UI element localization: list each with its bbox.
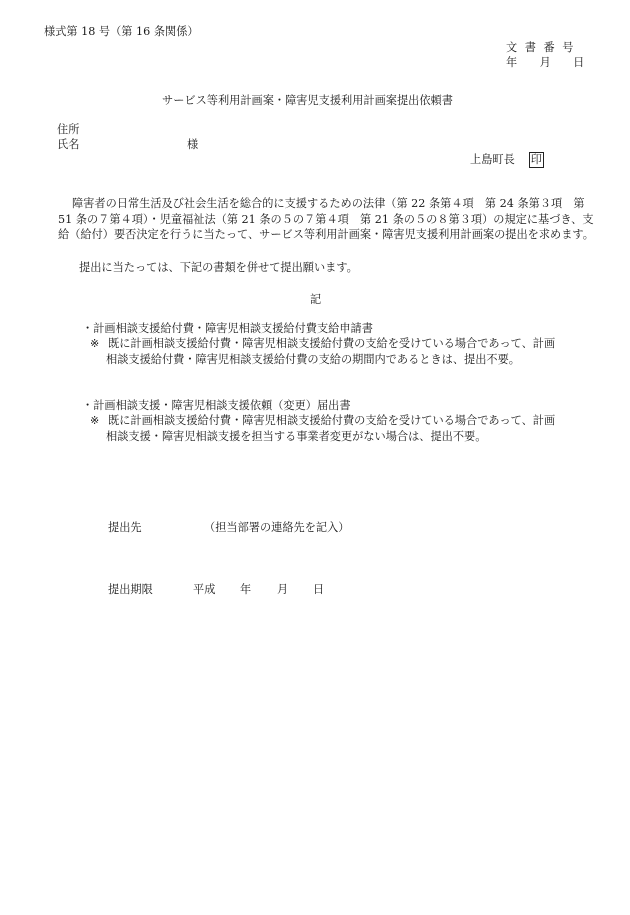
document-number-label: 文 書 番 号	[506, 41, 576, 54]
item-heading: ・計画相談支援・障害児相談支援依頼（変更）届出書	[82, 399, 351, 412]
seal-icon: 印	[530, 153, 542, 166]
sender-name: 上島町長	[470, 153, 515, 166]
form-number: 様式第 18 号（第 16 条関係）	[44, 25, 199, 38]
item-note	[90, 336, 590, 367]
note-line: 相談支援給付費・障害児相談支援給付費の支給の期間内であるときは、提出不要。	[106, 352, 520, 366]
note-mark: ※	[90, 337, 100, 350]
sender-block	[470, 152, 544, 168]
deadline-year-unit: 年	[240, 583, 252, 596]
deadline-day-unit: 日	[313, 583, 325, 596]
note-line: 既に計画相談支援給付費・障害児相談支援給付費の支給を受けている場合であって、計画	[108, 414, 556, 427]
note-line: 相談支援・障害児相談支援を担当する事業者変更がない場合は、提出不要。	[106, 429, 487, 443]
body-paragraph: 障害者の日常生活及び社会生活を総合的に支援するための法律（第 22 条第４項 第 24 条第３項 第 51 条の７第４項）・児童福祉法（第 21 条の５の７第４項 第 21 条の５の８第３項）の規定に基づき、支給（給付）要否決定を行うに当たって、サービス等利用計画案・障害児支援利用計画案の提出を求めます。	[58, 197, 594, 242]
deadline-label: 提出期限	[108, 583, 153, 596]
destination-label: 提出先	[108, 521, 142, 534]
item-heading: ・計画相談支援給付費・障害児相談支援給付費支給申請書	[82, 322, 373, 335]
item-note	[90, 413, 590, 444]
honorific: 様	[187, 138, 199, 151]
note-line: 既に計画相談支援給付費・障害児相談支援給付費の支給を受けている場合であって、計画	[108, 337, 556, 350]
date-line: 年 月 日	[506, 56, 585, 69]
ki-marker: 記	[310, 293, 322, 306]
destination-value: （担当部署の連絡先を記入）	[204, 521, 350, 534]
note-mark: ※	[90, 414, 100, 427]
address-label: 住所	[57, 123, 80, 136]
body-paragraph-2: 提出に当たっては、下記の書類を併せて提出願います。	[79, 261, 358, 274]
deadline-month-unit: 月	[277, 583, 289, 596]
document-title: サービス等利用計画案・障害児支援利用計画案提出依頼書	[162, 94, 453, 107]
name-label: 氏名	[57, 138, 80, 151]
deadline-era: 平成	[193, 583, 216, 596]
